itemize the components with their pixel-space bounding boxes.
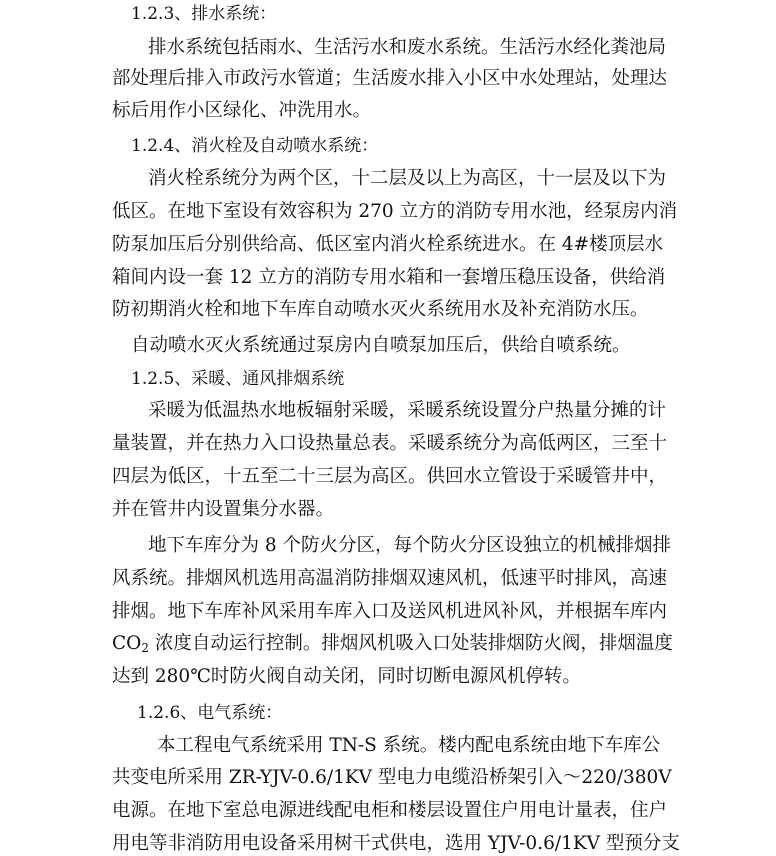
co2-rest: 浓度自动运行控制。排烟风机吸入口处装排烟防火阀，排烟温度 (148, 633, 673, 654)
text-line: 消火栓系统分为两个区，十二层及以上为高区，十一层及以下为 (148, 168, 667, 189)
text-line: 并在管井内设置集分水器。 (112, 499, 335, 520)
text-line: 四层为低区，十五至二十三层为高区。供回水立管设于采暖管井中， (112, 466, 668, 487)
text-line: 排水系统包括雨水、生活污水和废水系统。生活污水经化粪池局 (148, 37, 667, 58)
text-line: 风系统。排烟风机选用高温消防排烟双速风机，低速平时排风，高速 (112, 568, 668, 589)
text-line: 标后用作小区绿化、冲洗用水。 (112, 100, 372, 121)
text-line: 电源。在地下室总电源进线配电柜和楼层设置住户用电计量表，住户 (112, 800, 668, 821)
text-line: 自动喷水灭火系统通过泵房内自喷泵加压后，供给自喷系统。 (131, 335, 631, 356)
text-line: 排烟。地下车库补风采用车库入口及送风机进风补风，并根据车库内 (112, 601, 668, 622)
section-heading-1-2-3: 1.2.3、排水系统： (131, 4, 277, 24)
text-line: 地下车库分为 8 个防火分区，每个防火分区设独立的机械排烟排 (148, 535, 672, 556)
text-line: 箱间内设一套 12 立方的消防专用水箱和一套增压稳压设备，供给消 (112, 267, 666, 288)
co2-subscript: 2 (141, 641, 149, 655)
text-line: 低区。在地下室设有效容积为 270 立方的消防专用水池，经泵房内消 (112, 201, 678, 222)
section-heading-1-2-6: 1.2.6、电气系统： (137, 703, 283, 723)
text-line: 用电等非消防用电设备采用树干式供电，选用 YJV-0.6/1KV 型预分支 (112, 833, 680, 854)
co2-prefix: CO (112, 633, 142, 654)
section-heading-1-2-4: 1.2.4、消火栓及自动喷水系统： (131, 136, 379, 156)
text-line-co2 (112, 632, 776, 656)
text-line: 量装置，并在热力入口设热量总表。采暖系统分为高低两区，三至十 (112, 433, 668, 454)
text-line: 部处理后排入市政污水管道；生活废水排入小区中水处理站，处理达 (112, 68, 668, 89)
text-line: 采暖为低温热水地板辐射采暖，采暖系统设置分户热量分摊的计 (148, 400, 667, 421)
section-heading-1-2-5: 1.2.5、采暖、通风排烟系统 (131, 369, 345, 389)
text-line: 防泵加压后分别供给高、低区室内消火栓系统进水。在 4#楼顶层水 (112, 234, 664, 255)
text-line: 防初期消火栓和地下车库自动喷水灭火系统用水及补充消防水压。 (112, 299, 649, 320)
text-line: 本工程电气系统采用 TN-S 系统。楼内配电系统由地下车库公 (157, 735, 661, 756)
text-line: 共变电所采用 ZR-YJV-0.6/1KV 型电力电缆沿桥架引入～220/380V (112, 767, 672, 788)
text-line: 达到 280℃时防火阀自动关闭，同时切断电源风机停转。 (112, 666, 581, 687)
